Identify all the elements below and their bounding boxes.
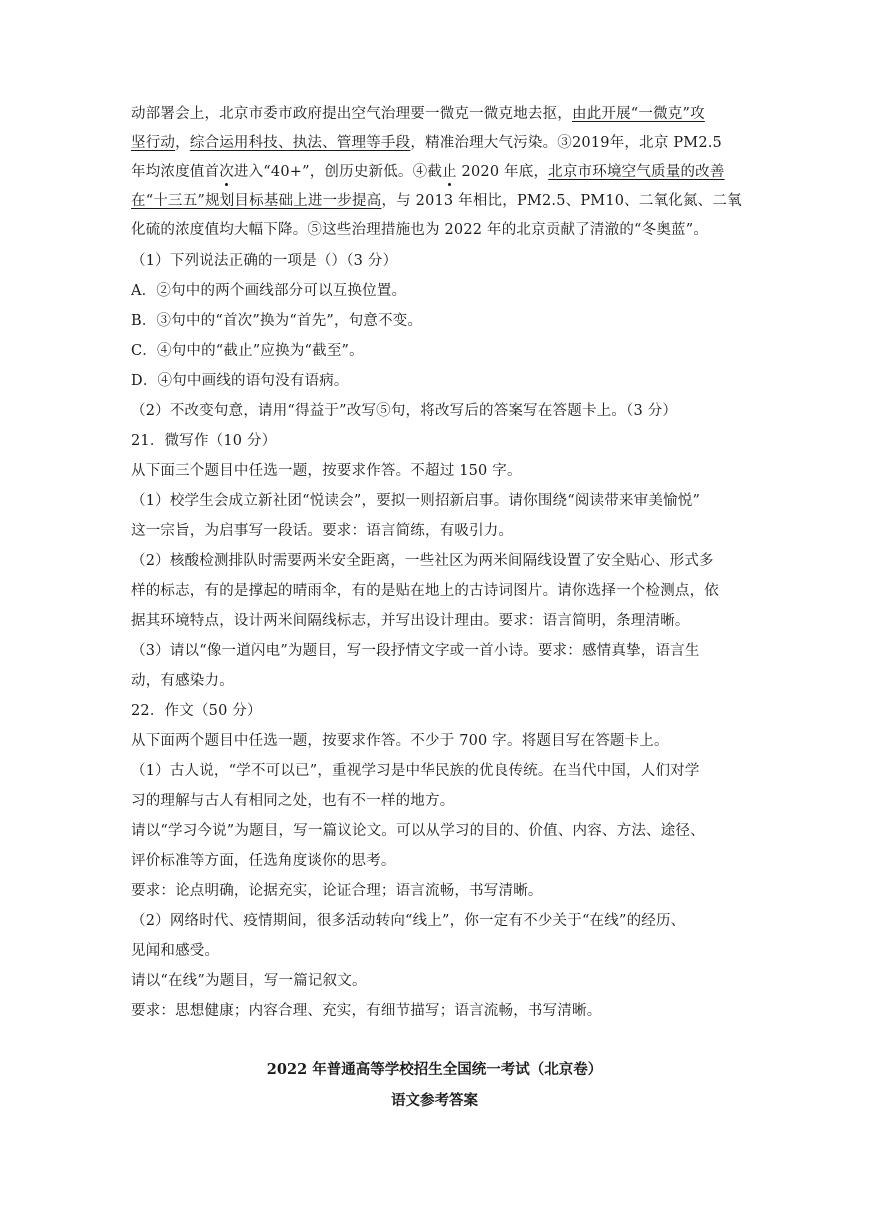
passage-line-5: 化硫的浓度值均大幅下降。⑤这些治理措施也为 2022 年的北京贡献了清澈的“冬奥蓝”。 [131,222,709,238]
q22-prompt-1-line-4: 评价标准等方面，任选角度谈你的思考。 [131,853,396,869]
q20-option-a: A．②句中的两个画线部分可以互换位置。 [131,283,407,299]
passage-text: 2020 年底， [456,164,549,180]
passage-text: ，与 2013 年相比，PM2.5、PM10、二氧化氮、二氧 [381,193,742,209]
q20-option-b: B．③句中的“首次”换为“首先”，句意不变。 [131,313,423,329]
q21-prompt-2-line-2: 样的标志，有的是撑起的晴雨伞，有的是贴在地上的古诗词图片。请你选择一个检测点，依 [131,583,719,599]
answer-key-heading: 语文参考答案 [391,1092,478,1109]
q21-prompt-2-line-3: 据其环境特点，设计两米间隔线标志，并写出设计理由。要求：语言简明，条理清晰。 [131,613,690,629]
underlined-phrase: 由此开展“一微克”攻 [572,106,705,122]
passage-line-2 [131,133,722,153]
q21-prompt-1-line-2: 这一宗旨，为启事写一段话。要求：语言简练，有吸引力。 [131,523,514,539]
q22-prompt-1-line-1: （1）古人说，“学不可以已”，重视学习是中华民族的优良传统。在当代中国，人们对学 [131,763,700,779]
q20-option-d: D．④句中画线的语句没有语病。 [131,373,349,389]
passage-line-4 [131,191,742,211]
passage-line-3 [131,162,725,182]
q20-subquestion-2: （2）不改变句意，请用“得益于”改写⑤句，将改写后的答案写在答题卡上。（3 分） [131,403,678,419]
passage-text: 进入“40+”，创历史新低。④截 [233,164,443,180]
q21-intro: 从下面三个题目中任选一题，按要求作答。不超过 150 字。 [131,463,522,479]
passage-line-1 [131,104,705,124]
q22-title: 22．作文（50 分） [131,703,262,719]
q20-option-c: C．④句中的“截止”应换为“截至”。 [131,343,364,359]
passage-text: 动部署会上，北京市委市政府提出空气治理要一微克一微克地去抠， [131,106,572,122]
underlined-phrase: 北京市环境空气质量的改善 [548,164,725,180]
q22-prompt-2-line-2: 见闻和感受。 [131,943,220,959]
underlined-phrase: 综合运用科技、执法、管理等手段 [189,135,411,151]
q21-title: 21．微写作（10 分） [131,433,277,449]
q22-prompt-2-line-1: （2）网络时代、疫情期间，很多活动转向“线上”，你一定有不少关于“在线”的经历、 [131,913,686,929]
underlined-phrase: 在“十三五”规划目标基础上进一步提高 [131,193,382,209]
q22-prompt-1-requirement: 要求：论点明确，论据充实，论证合理；语言流畅，书写清晰。 [131,883,543,899]
q22-prompt-2-line-3: 请以“在线”为题目，写一篇记叙文。 [131,973,367,989]
q20-subquestion-1: （1）下列说法正确的一项是（）（3 分） [131,253,398,269]
q22-prompt-2-requirement: 要求：思想健康；内容合理、充实，有细节描写；语言流畅，书写清晰。 [131,1003,602,1019]
passage-text: 年均浓度值首 [131,164,220,180]
q22-prompt-1-line-2: 习的理解与古人有相同之处，也有不一样的地方。 [131,793,455,809]
exam-title-heading: 2022 年普通高等学校招生全国统一考试（北京卷） [266,1061,603,1078]
q22-intro: 从下面两个题目中任选一题，按要求作答。不少于 700 字。将题目写在答题卡上。 [131,733,669,749]
q21-prompt-3-line-1: （3）请以“像一道闪电”为题目，写一段抒情文字或一首小诗。要求：感情真挚，语言生 [131,643,700,659]
passage-text: ， [175,135,190,151]
emphasis-dot-char: 次 [219,164,234,180]
emphasis-dot-char: 止 [442,164,457,180]
q21-prompt-1-line-1: （1）校学生会成立新社团“悦读会”，要拟一则招新启事。请你围绕“阅读带来审美愉悦” [131,493,701,509]
underlined-phrase: 坚行动 [131,135,176,151]
q21-prompt-3-line-2: 动，有感染力。 [131,673,234,689]
passage-text: ，精准治理大气污染。③2019年，北京 PM2.5 [410,135,722,151]
q21-prompt-2-line-1: （2）核酸检测排队时需要两米安全距离，一些社区为两米间隔线设置了安全贴心、形式多 [131,553,714,569]
q22-prompt-1-line-3: 请以“学习今说”为题目，写一篇议论文。可以从学习的目的、价值、内容、方法、途径、 [131,823,705,839]
